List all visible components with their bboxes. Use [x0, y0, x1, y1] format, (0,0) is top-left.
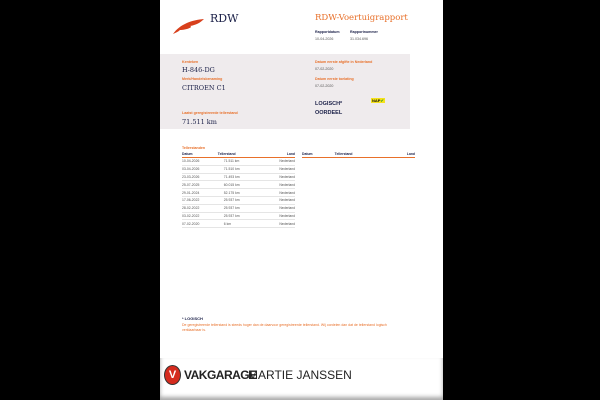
report-title: RDW-Voertuigrapport — [315, 13, 408, 23]
dealer-footer — [160, 358, 443, 400]
plate: H-846-DG — [182, 66, 215, 74]
first-nl-label: Datum eerste afgifte in Nederland — [315, 60, 373, 64]
report-date-label: Rapportdatum — [315, 30, 340, 34]
plate-label: Kenteken — [182, 60, 199, 64]
row-country: Nederland — [263, 220, 295, 228]
rdw-logo-text: RDW — [210, 12, 239, 25]
last-odo: 71.511 km — [182, 118, 217, 126]
table-row — [182, 158, 295, 166]
table-row — [182, 165, 295, 173]
row-date: 25-07-2025 — [182, 181, 218, 189]
row-country: Nederland — [263, 158, 295, 166]
nap-logo-icon: NAP✔ — [372, 98, 384, 103]
row-odo: 52.175 km — [218, 189, 263, 197]
row-odo: 25.937 km — [218, 212, 263, 220]
report-date: 10-04-2026 — [315, 37, 334, 41]
row-country: Nederland — [263, 189, 295, 197]
report-number: 31.034.696 — [350, 37, 368, 41]
col-country-2: Land — [390, 152, 415, 158]
row-odo: 71.511 km — [218, 158, 263, 166]
table-row — [182, 220, 295, 228]
row-odo: 6 km — [218, 220, 263, 228]
row-odo: 71.510 km — [218, 165, 263, 173]
make: CITROEN C1 — [182, 84, 226, 92]
row-country: Nederland — [263, 181, 295, 189]
report-page — [160, 0, 443, 358]
row-country: Nederland — [263, 196, 295, 204]
row-country: Nederland — [263, 173, 295, 181]
row-odo: 25.937 km — [218, 204, 263, 212]
table-row — [182, 189, 295, 197]
table-row — [182, 212, 295, 220]
table-row — [182, 204, 295, 212]
first-admission: 07-02-2020 — [315, 84, 334, 88]
row-date: 23-03-2026 — [182, 173, 218, 181]
verdict-line2: OORDEEL — [315, 110, 343, 116]
row-odo: 25.937 km — [218, 196, 263, 204]
note-text: De geregistreerde tellerstand is steeds hoger dan de daarvoor geregistreerde tellerstand. Wij oordelen dan dat de tellerstand logisch verklaarbaar is. — [182, 323, 387, 332]
first-admission-label: Datum eerste toelating — [315, 77, 354, 81]
vehicle-panel — [160, 54, 410, 129]
note-title: * LOGISCH — [182, 316, 203, 321]
col-odo: Tellerstand — [218, 152, 263, 158]
row-date: 03-02-2022 — [182, 212, 218, 220]
row-date: 28-02-2022 — [182, 204, 218, 212]
row-odo: 71.493 km — [218, 173, 263, 181]
table-row — [182, 196, 295, 204]
col-odo-2: Tellerstand — [335, 152, 390, 158]
col-country: Land — [263, 152, 295, 158]
rdw-logo-icon — [172, 16, 206, 36]
odometer-table — [182, 152, 295, 228]
brand-name: VAKGARAGE — [184, 368, 257, 382]
row-country: Nederland — [263, 165, 295, 173]
row-date: 03-04-2026 — [182, 165, 218, 173]
row-date: 10-04-2026 — [182, 158, 218, 166]
row-date: 17-06-2022 — [182, 196, 218, 204]
row-date: 29-01-2024 — [182, 189, 218, 197]
dealer-name: MARTIE JANSSEN — [248, 368, 352, 382]
odometer-table-2 — [302, 152, 415, 158]
row-country: Nederland — [263, 212, 295, 220]
col-date-2: Datum — [302, 152, 335, 158]
table-row — [182, 181, 295, 189]
make-label: Merk/Handelsbenaming — [182, 77, 223, 81]
table-row — [182, 173, 295, 181]
row-country: Nederland — [263, 204, 295, 212]
first-nl: 07-02-2020 — [315, 67, 334, 71]
odometer-section-label: Tellerstanden — [182, 146, 206, 150]
col-date: Datum — [182, 152, 218, 158]
row-odo: 60.015 km — [218, 181, 263, 189]
row-date: 07-02-2020 — [182, 220, 218, 228]
verdict-line1: LOGISCH* — [315, 101, 343, 107]
report-number-label: Rapportnummer — [350, 30, 378, 34]
vakgarage-logo-icon: V — [164, 365, 181, 385]
last-odo-label: Laatst geregistreerde tellerstand — [182, 111, 238, 115]
